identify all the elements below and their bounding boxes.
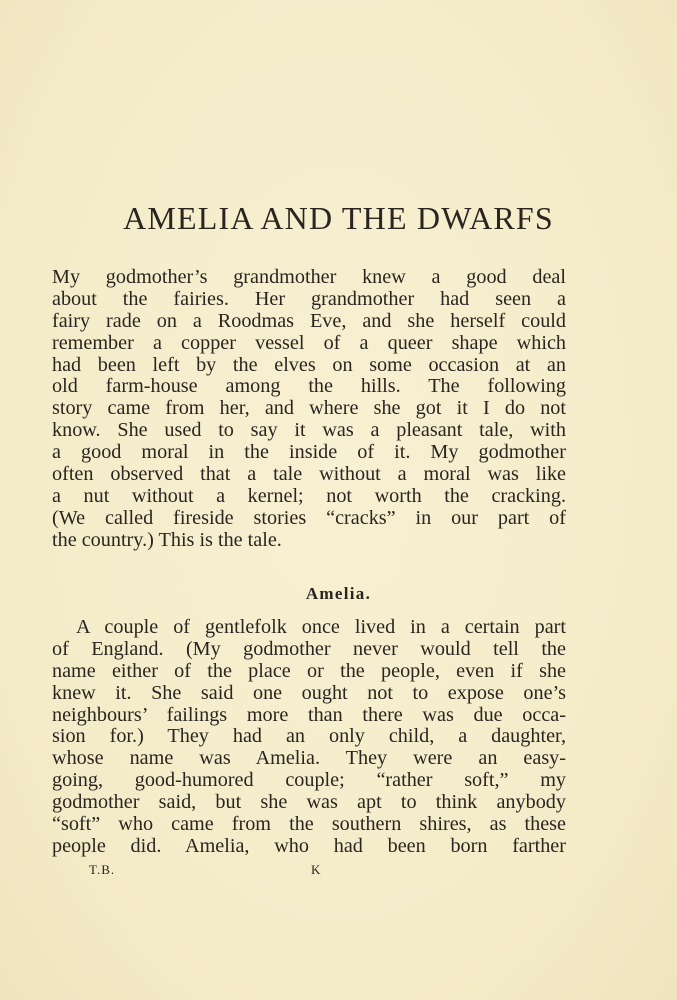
text-line: (We called fireside stories “cracks” in our part of [52,506,566,529]
text-line: of England. (My godmother never would tell the [52,637,566,660]
text-line: a good moral in the inside of it. My godmother [52,441,566,464]
section-heading: Amelia. [305,584,372,603]
text-line: godmother said, but she was apt to think anybody [52,791,566,814]
text-line: whose name was Amelia. They were an easy- [52,747,566,770]
text-line: people did. Amelia, who had been born farther [52,834,566,857]
text-line: a nut without a kernel; not worth the cracking. [52,484,566,507]
text-line: My godmother’s grandmother knew a good deal [52,266,566,288]
signature-mark-right: K [311,862,322,877]
text-line: old farm-house among the hills. The following [52,375,566,398]
text-line: going, good-humored couple; “rather soft,” my [52,769,566,792]
text-line: name either of the place or the people, even if she [52,659,566,682]
text-line: A couple of gentlefolk once lived in a certain part [76,616,566,638]
text-line: neighbours’ failings more than there was due occa- [52,703,566,726]
text-line: “soft” who came from the southern shires, as these [52,813,566,836]
intro-paragraph [52,267,566,552]
text-line: had been left by the elves on some occasion at an [52,353,566,376]
text-line: the country.) This is the tale. [52,528,282,551]
text-line: story came from her, and where she got it I do not [52,397,566,420]
signature-mark-left: T.B. [89,862,116,877]
text-line: knew it. She said one ought not to expose one’s [52,681,566,704]
text-line: fairy rade on a Roodmas Eve, and she herself could [52,309,566,332]
chapter-title: AMELIA AND THE DWARFS [123,200,554,236]
text-line: sion for.) They had an only child, a daughter, [52,725,566,748]
text-line: remember a copper vessel of a queer shape which [52,331,566,354]
text-line: often observed that a tale without a moral was like [52,463,566,486]
text-line: know. She used to say it was a pleasant tale, with [52,419,566,442]
text-line: about the fairies. Her grandmother had seen a [52,287,566,310]
story-paragraph [52,617,566,858]
